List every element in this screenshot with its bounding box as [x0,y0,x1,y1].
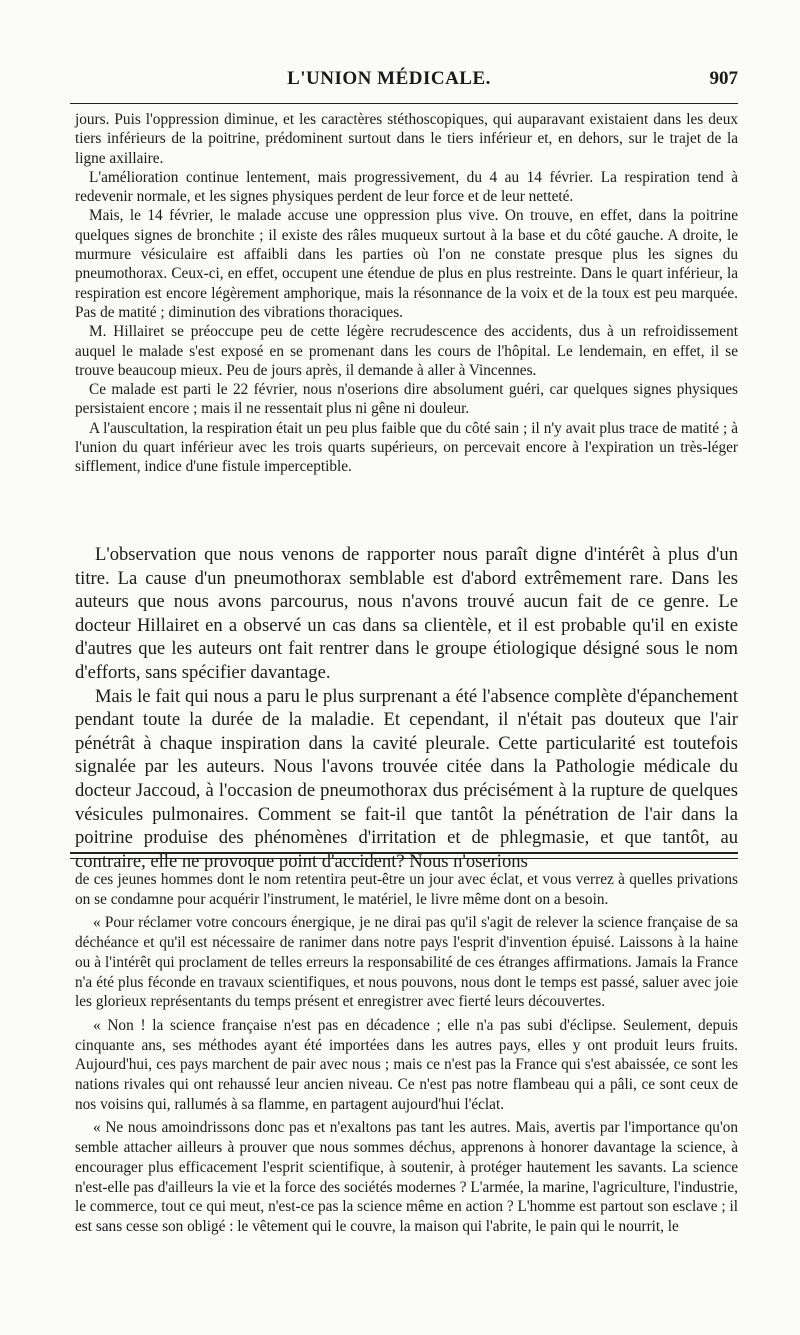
feuilleton-section [75,870,738,1237]
feuilleton-paragraph: « Ne nous amoindrissons donc pas et n'exaltons pas tant les autres. Mais, avertis par l'importance qu'on semble attacher ailleurs à prouver que nous sommes déchus, apprenons à honorer davantage la science, à encourager plus efficacement l'esprit scientifique, à soutenir, à protéger hautement les savants. La science n'est-elle pas d'ailleurs la vie et la force des sociétés modernes ? L'armée, la marine, l'agriculture, l'industrie, le commerce, tout ce qui meut, n'est-ce pas la science même en action ? L'homme est partout son esclave ; il est sans cesse son obligé : le vêtement qui le couvre, la maison qui l'abrite, le pain qui le nourrit, le [75,1119,738,1235]
observation-paragraph: L'amélioration continue lentement, mais progressivement, du 4 au 14 février. La respiration tend à redevenir normale, et les signes physiques perdent de leur force et de leur netteté. [75,168,738,206]
observation-paragraph: Mais, le 14 février, le malade accuse une oppression plus vive. On trouve, en effet, dans la poitrine quelques signes de bronchite ; il existe des râles muqueux surtout à la base et du côté gauche. A droite, le murmure vésiculaire est affaibli dans les parties où l'on ne constate presque plus les signes du pneumothorax. Ceux-ci, en effet, occupent une étendue de plus en plus restreinte. Dans le quart inférieur, la respiration est encore légèrement amphorique, mais la résonnance de la voix et de la toux est peu marquée. Pas de matité ; diminution des vibrations thoraciques. [75,207,738,321]
observation-section [75,110,738,477]
observation-paragraph: jours. Puis l'oppression diminue, et les caractères stéthoscopiques, qui auparavant existaient dans les deux tiers inférieurs de la poitrine, prédominent surtout dans le tiers inférieur et, en dehors, sur le trajet de la ligne axillaire. [75,111,738,167]
page-number: 907 [709,68,738,89]
header-rule [70,103,738,104]
commentary-paragraph: L'observation que nous venons de rapporter nous paraît digne d'intérêt à plus d'un titre. La cause d'un pneumothorax semblable est d'abord extrêmement rare. Dans les auteurs que nous avons parcourus, nous n'avons trouvé aucun fait de ce genre. Le docteur Hillairet en a observé un cas dans sa clientèle, et il est probable qu'il en existe d'autres que les auteurs ont fait rentrer dans le groupe étiologique désigné sous le nom d'efforts, sans spécifier davantage. [75,544,738,683]
page-header [40,68,738,102]
running-title: L'UNION MÉDICALE. [287,68,491,89]
commentary-paragraph: Mais le fait qui nous a paru le plus surprenant a été l'absence complète d'épanchement pendant toute la durée de la maladie. Et cependant, il n'était pas douteux que l'air pénétrât à chaque inspiration dans la cavité pleurale. Cette particularité est toutefois signalée par les auteurs. Nous l'avons trouvée citée dans la Pathologie médicale du docteur Jaccoud, à l'occasion de pneumothorax dus précisément à la rupture de quelques vésicules pulmonaires. Comment se fait-il que tantôt la pénétration de l'air dans la poitrine produise des phénomènes d'irritation et de phlegmasie, et que tantôt, au contraire, elle ne provoque point d'accident? Nous n'oserions [75,685,738,872]
observation-paragraph: A l'auscultation, la respiration était un peu plus faible que du côté sain ; il n'y avait plus trace de matité ; à l'union du quart inférieur avec les trois quarts supérieurs, on percevait encore à l'expiration un très-léger sifflement, indice d'une fistule imperceptible. [75,419,738,476]
observation-paragraph: M. Hillairet se préoccupe peu de cette légère recrudescence des accidents, dus à un refroidissement auquel le malade s'est exposé en se promenant dans les cours de l'hôpital. Le lendemain, en effet, il se trouve beaucoup mieux. Peu de jours après, il demande à aller à Vincennes. [75,323,738,379]
feuilleton-paragraph: de ces jeunes hommes dont le nom retentira peut-être un jour avec éclat, et vous verrez à quelles privations on se condamne pour acquérir l'instrument, le matériel, le livre même dont on a besoin. [75,871,738,908]
feuilleton-rule-bottom [70,858,738,859]
feuilleton-paragraph: « Non ! la science française n'est pas en décadence ; elle n'a pas subi d'éclipse. Seulement, depuis cinquante ans, ses méthodes ayant été importées dans les autres pays, elles y ont produit leurs fruits. Aujourd'hui, ces pays marchent de pair avec nous ; mais ce n'est pas la France qui s'est abaissée, ce sont les nations rivales qui ont rehaussé leur ancien niveau. Ce n'est pas notre flambeau qui a pâli, ce sont ceux de nos voisins qui, rallumés à sa flamme, en partagent aujourd'hui l'éclat. [75,1016,738,1113]
feuilleton-paragraph: « Pour réclamer votre concours énergique, je ne dirai pas qu'il s'agit de relever la science française de sa déchéance et qu'il est nécessaire de ranimer dans notre pays l'esprit d'invention épuisé. Laissons à la haine ou à l'intérêt qui proclament de telles erreurs la responsabilité de ces étranges affirmations. Jamais la France n'a été plus féconde en travaux scientifiques, et nous pouvons, nous dont le temps est passé, saluer avec joie les glorieux représentants du temps présent et enregistrer avec fierté leurs découvertes. [75,914,738,1011]
feuilleton-rule-top [70,852,738,854]
commentary-section [75,543,738,873]
observation-paragraph: Ce malade est parti le 22 février, nous n'oserions dire absolument guéri, car quelques signes physiques persistaient encore ; mais il ne ressentait plus ni gêne ni douleur. [75,381,738,418]
